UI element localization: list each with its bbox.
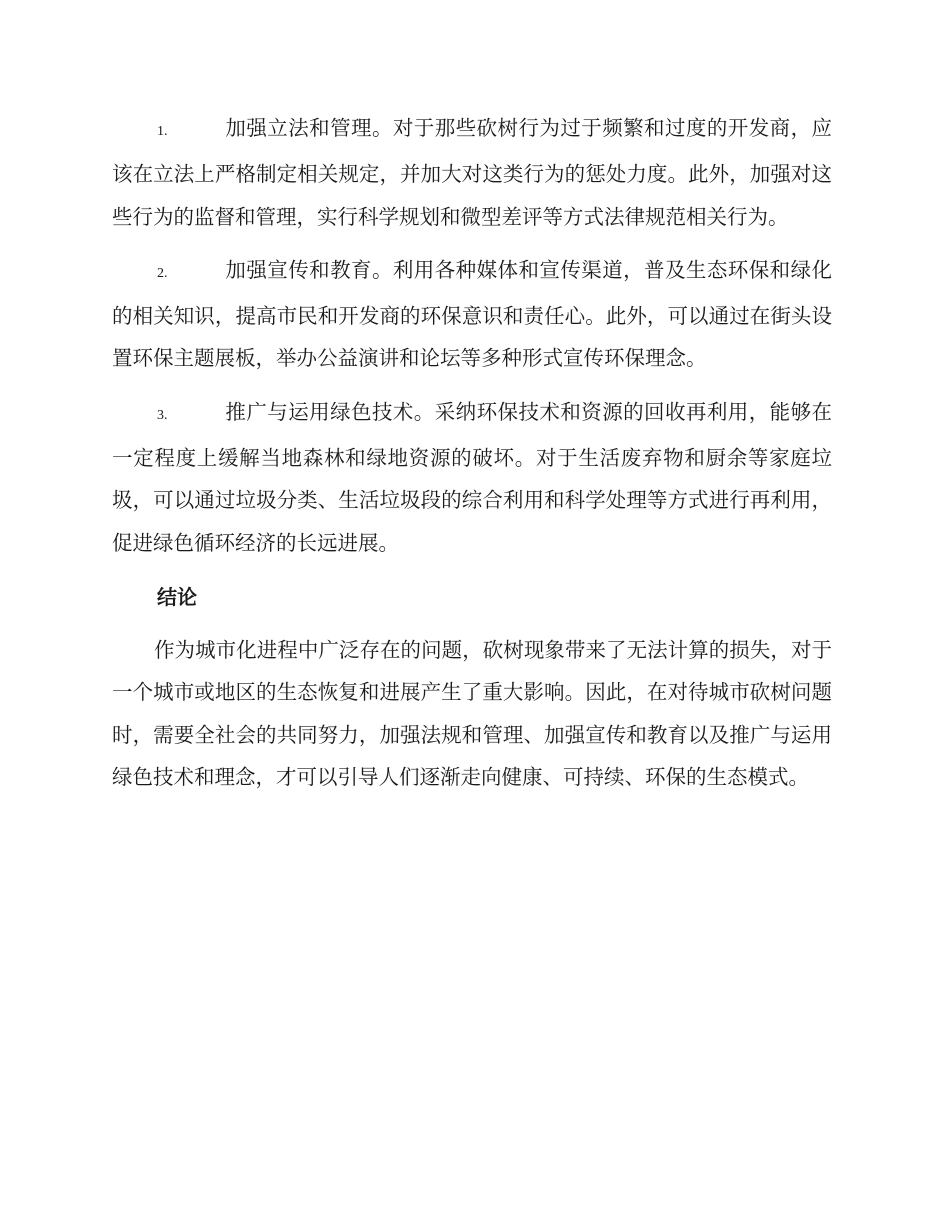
list-item-publicity <box>112 249 832 380</box>
list-number: 1. <box>157 124 168 139</box>
list-number: 3. <box>157 407 168 423</box>
list-item-text: 推广与运用绿色技术。采纳环保技术和资源的回收再利用，能够在一定程度上缓解当地森林和绿地资源的破坏。对于生活废弃物和厨余等家庭垃圾，可以通过垃圾分类、生活垃圾段的综合利用和科学处理等方式进行再利用，促进绿色循环经济的长远进展。 <box>112 399 832 555</box>
document-page <box>112 107 832 809</box>
list-item-text: 加强立法和管理。对于那些砍树行为过于频繁和过度的开发商，应该在立法上严格制定相关规定，并加大对这类行为的惩处力度。此外，加强对这些行为的监督和管理，实行科学规划和微型差评等方式法律规范相关行为。 <box>112 116 832 229</box>
list-item-text: 加强宣传和教育。利用各种媒体和宣传渠道，普及生态环保和绿化的相关知识，提高市民和开发商的环保意识和责任心。此外，可以通过在街头设置环保主题展板，举办公益演讲和论坛等多种形式宣传环保理念。 <box>112 257 832 371</box>
list-number: 2. <box>157 265 168 281</box>
list-item-legislation <box>112 107 832 238</box>
conclusion-heading: 结论 <box>157 584 197 609</box>
conclusion-paragraph: 作为城市化进程中广泛存在的问题，砍树现象带来了无法计算的损失，对于一个城市或地区的生态恢复和进展产生了重大影响。因此，在对待城市砍树问题时，需要全社会的共同努力，加强法规和管理、加强宣传和教育以及推广与运用绿色技术和理念，才可以引导人们逐渐走向健康、可持续、环保的生态模式。 <box>112 637 832 789</box>
list-item-green-tech <box>112 391 832 564</box>
